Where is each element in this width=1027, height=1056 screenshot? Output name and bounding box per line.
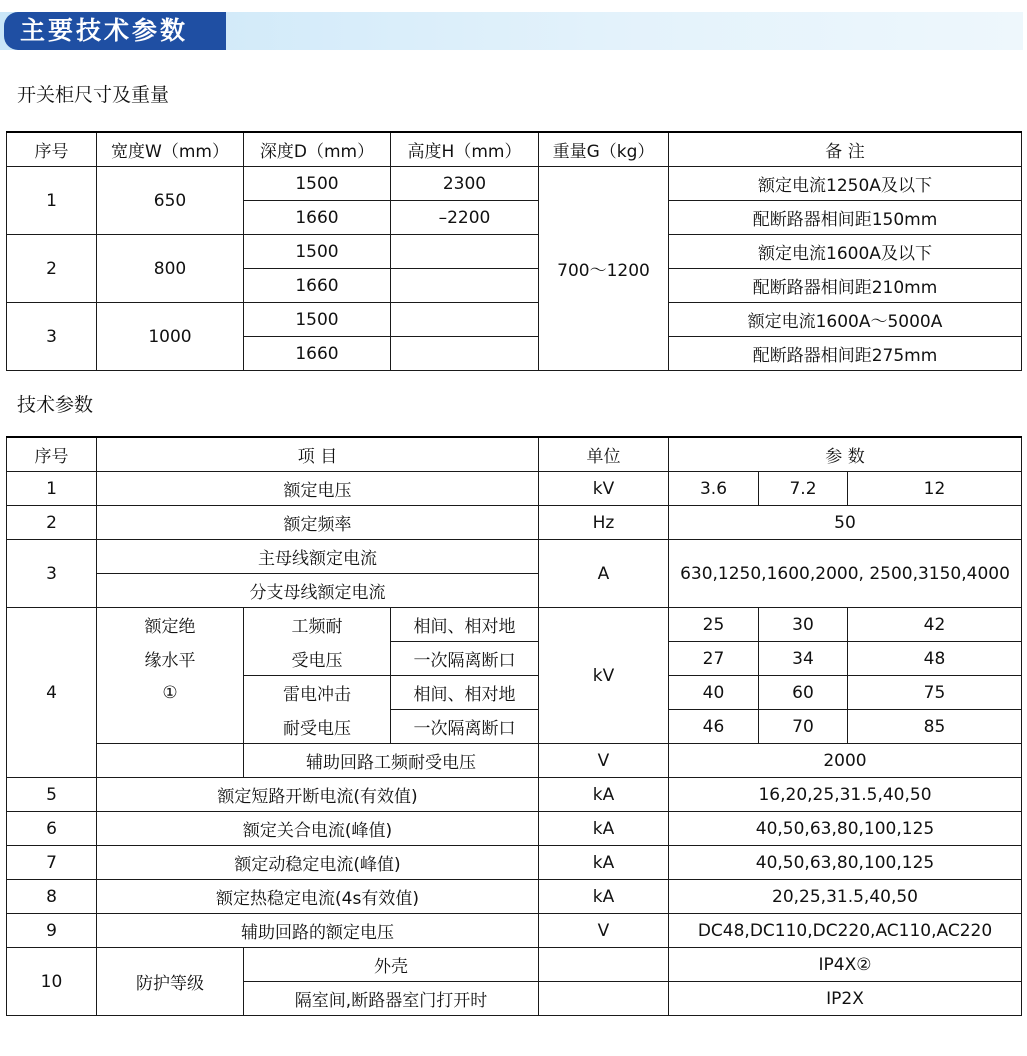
header-cell: 单位 <box>539 437 669 472</box>
note-cell: 额定电流1600A及以下 <box>669 235 1022 269</box>
note-cell: 额定电流1250A及以下 <box>669 167 1022 201</box>
unit-cell <box>539 948 669 982</box>
height-cell <box>391 269 539 303</box>
header-cell: 序号 <box>7 132 97 167</box>
value-cell: 40 <box>669 676 759 710</box>
insulation-group-cell: 额定绝 <box>97 608 244 642</box>
value-cell: 12 <box>848 472 1022 506</box>
item-cell: 额定频率 <box>97 506 539 540</box>
item-cell: 隔室间,断路器室门打开时 <box>244 982 539 1016</box>
header-cell: 高度H（mm） <box>391 132 539 167</box>
value-cell: 7.2 <box>759 472 848 506</box>
table-row <box>7 472 1022 506</box>
row-number: 1 <box>7 167 97 235</box>
condition-cell: 相间、相对地 <box>391 676 539 710</box>
sub-item-cell: 受电压 <box>244 642 391 676</box>
value-cell: 42 <box>848 608 1022 642</box>
value-cell: 70 <box>759 710 848 744</box>
header-cell: 备 注 <box>669 132 1022 167</box>
depth-cell: 1500 <box>244 167 391 201</box>
table-row <box>7 812 1022 846</box>
unit-cell: kA <box>539 812 669 846</box>
table-row <box>7 710 1022 744</box>
item-cell: 额定热稳定电流(4s有效值) <box>97 880 539 914</box>
table-row <box>7 642 1022 676</box>
header-cell: 序号 <box>7 437 97 472</box>
item-cell: 外壳 <box>244 948 539 982</box>
tech-section-label: 技术参数 <box>17 394 94 416</box>
unit-cell: kA <box>539 846 669 880</box>
value-cell: 60 <box>759 676 848 710</box>
value-cell: 27 <box>669 642 759 676</box>
value-cell: 85 <box>848 710 1022 744</box>
unit-cell: kA <box>539 880 669 914</box>
item-cell: 辅助回路的额定电压 <box>97 914 539 948</box>
row-number: 7 <box>7 846 97 880</box>
unit-cell: A <box>539 540 669 608</box>
table-row <box>7 235 1022 269</box>
note-cell: 额定电流1600A～5000A <box>669 303 1022 337</box>
unit-cell: kV <box>539 472 669 506</box>
item-cell: 额定动稳定电流(峰值) <box>97 846 539 880</box>
unit-cell <box>539 982 669 1016</box>
item-cell: 辅助回路工频耐受电压 <box>244 744 539 778</box>
table-row <box>7 608 1022 642</box>
unit-cell: V <box>539 744 669 778</box>
row-number: 6 <box>7 812 97 846</box>
row-number: 1 <box>7 472 97 506</box>
table-header-row <box>7 437 1022 472</box>
height-cell: –2200 <box>391 201 539 235</box>
insulation-group-cell: 缘水平 <box>97 642 244 676</box>
item-cell: 额定短路开断电流(有效值) <box>97 778 539 812</box>
depth-cell: 1500 <box>244 303 391 337</box>
row-number: 2 <box>7 235 97 303</box>
value-cell: DC48,DC110,DC220,AC110,AC220 <box>669 914 1022 948</box>
depth-cell: 1500 <box>244 235 391 269</box>
unit-cell: Hz <box>539 506 669 540</box>
note-cell: 配断路器相间距150mm <box>669 201 1022 235</box>
header-cell: 重量G（kg） <box>539 132 669 167</box>
note-cell: 配断路器相间距275mm <box>669 337 1022 371</box>
item-cell: 分支母线额定电流 <box>97 574 539 608</box>
table-row <box>7 540 1022 574</box>
condition-cell: 相间、相对地 <box>391 608 539 642</box>
row-number: 8 <box>7 880 97 914</box>
note-cell: 配断路器相间距210mm <box>669 269 1022 303</box>
height-cell <box>391 337 539 371</box>
depth-cell: 1660 <box>244 337 391 371</box>
weight-cell: 700～1200 <box>539 167 669 371</box>
table-row <box>7 506 1022 540</box>
condition-cell: 一次隔离断口 <box>391 710 539 744</box>
unit-cell: V <box>539 914 669 948</box>
row-number: 3 <box>7 540 97 608</box>
table-row <box>7 744 1022 778</box>
value-cell: 75 <box>848 676 1022 710</box>
width-cell: 800 <box>97 235 244 303</box>
table-header-row <box>7 132 1022 167</box>
header-cell: 项 目 <box>97 437 539 472</box>
row-number: 2 <box>7 506 97 540</box>
sub-item-cell: 耐受电压 <box>244 710 391 744</box>
height-cell: 2300 <box>391 167 539 201</box>
size-weight-table <box>6 131 1022 371</box>
size-section-label: 开关柜尺寸及重量 <box>17 84 170 106</box>
value-cell: 16,20,25,31.5,40,50 <box>669 778 1022 812</box>
value-cell: 2000 <box>669 744 1022 778</box>
value-cell: 630,1250,1600,2000, 2500,3150,4000 <box>669 540 1022 608</box>
header-cell: 宽度W（mm） <box>97 132 244 167</box>
item-cell: 主母线额定电流 <box>97 540 539 574</box>
row-number: 3 <box>7 303 97 371</box>
value-cell: 25 <box>669 608 759 642</box>
table-row <box>7 167 1022 201</box>
value-cell: 40,50,63,80,100,125 <box>669 812 1022 846</box>
insulation-group-cell <box>97 710 244 744</box>
blank-cell <box>97 744 244 778</box>
value-cell: 40,50,63,80,100,125 <box>669 846 1022 880</box>
sub-item-cell: 雷电冲击 <box>244 676 391 710</box>
width-cell: 1000 <box>97 303 244 371</box>
value-cell: IP4X② <box>669 948 1022 982</box>
value-cell: 48 <box>848 642 1022 676</box>
unit-cell: kA <box>539 778 669 812</box>
table-row <box>7 303 1022 337</box>
header-cell: 参 数 <box>669 437 1022 472</box>
row-number: 9 <box>7 914 97 948</box>
height-cell <box>391 303 539 337</box>
value-cell: 34 <box>759 642 848 676</box>
sub-item-cell: 工频耐 <box>244 608 391 642</box>
table-row <box>7 880 1022 914</box>
section-banner <box>0 12 1023 50</box>
header-cell: 深度D（mm） <box>244 132 391 167</box>
depth-cell: 1660 <box>244 269 391 303</box>
table-row <box>7 676 1022 710</box>
condition-cell: 一次隔离断口 <box>391 642 539 676</box>
row-number: 5 <box>7 778 97 812</box>
table-row <box>7 778 1022 812</box>
depth-cell: 1660 <box>244 201 391 235</box>
item-cell: 额定电压 <box>97 472 539 506</box>
item-cell: 额定关合电流(峰值) <box>97 812 539 846</box>
banner-title: 主要技术参数 <box>4 12 226 50</box>
value-cell: IP2X <box>669 982 1022 1016</box>
width-cell: 650 <box>97 167 244 235</box>
row-number: 4 <box>7 608 97 778</box>
row-number: 10 <box>7 948 97 1016</box>
value-cell: 50 <box>669 506 1022 540</box>
value-cell: 46 <box>669 710 759 744</box>
value-cell: 3.6 <box>669 472 759 506</box>
insulation-group-cell: ① <box>97 676 244 710</box>
tech-params-table <box>6 436 1022 1016</box>
value-cell: 30 <box>759 608 848 642</box>
unit-cell: kV <box>539 608 669 744</box>
height-cell <box>391 235 539 269</box>
protection-group-cell: 防护等级 <box>97 948 244 1016</box>
table-row <box>7 948 1022 982</box>
table-row <box>7 846 1022 880</box>
table-row <box>7 914 1022 948</box>
value-cell: 20,25,31.5,40,50 <box>669 880 1022 914</box>
